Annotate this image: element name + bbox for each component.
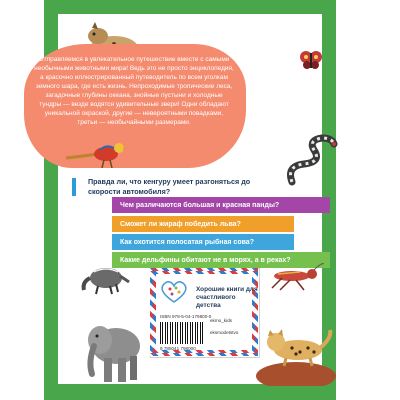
isbn-text: ISBN 978-5-04-179800-0 <box>160 314 212 319</box>
barcode-icon <box>160 322 204 344</box>
question-4: Как охотится полосатая рыбная сова? <box>112 234 294 250</box>
heart-icon <box>160 280 188 304</box>
anteater-icon <box>80 262 130 296</box>
description-text: Отправляемся в увлекательное путешествие вместе с самыми необычными животными мира! Ведь это не просто энциклопедия, а красочно иллюстрированный путеводитель по всем уголкам земного шара, где есть жизнь. Непроходимые тропические леса, загадочные глубины океана, знойные пустыни и холодные тундры — везде водятся удивительные звери! Одни обладают уникальной окраской, другие — невероятными повадками, третьи — необычайными размерами. <box>34 56 234 126</box>
barcode-digits: 9 785041 798000 <box>160 346 196 351</box>
question-2: Чем различаются большая и красная панды? <box>112 197 330 213</box>
pheasant-icon <box>64 136 134 170</box>
elephant-icon <box>84 318 142 384</box>
snake-icon <box>284 132 338 188</box>
question-5: Какие дельфины обитают не в морях, а в реках? <box>112 252 330 268</box>
stamp-site: eksmodetstvo <box>210 330 239 335</box>
question-1: Правда ли, что кенгуру умеет разгоняться до скорости автомобиля? <box>88 177 251 196</box>
stamp-social: ekmo_kids <box>210 318 232 323</box>
question-marker <box>72 178 76 196</box>
grasshopper-icon <box>270 262 324 292</box>
stamp-title: Хорошие книги для счастливого детства <box>196 286 258 309</box>
butterfly-icon <box>300 50 322 70</box>
leopard-icon <box>252 316 336 386</box>
question-3: Сможет ли жираф победить льва? <box>112 216 294 232</box>
